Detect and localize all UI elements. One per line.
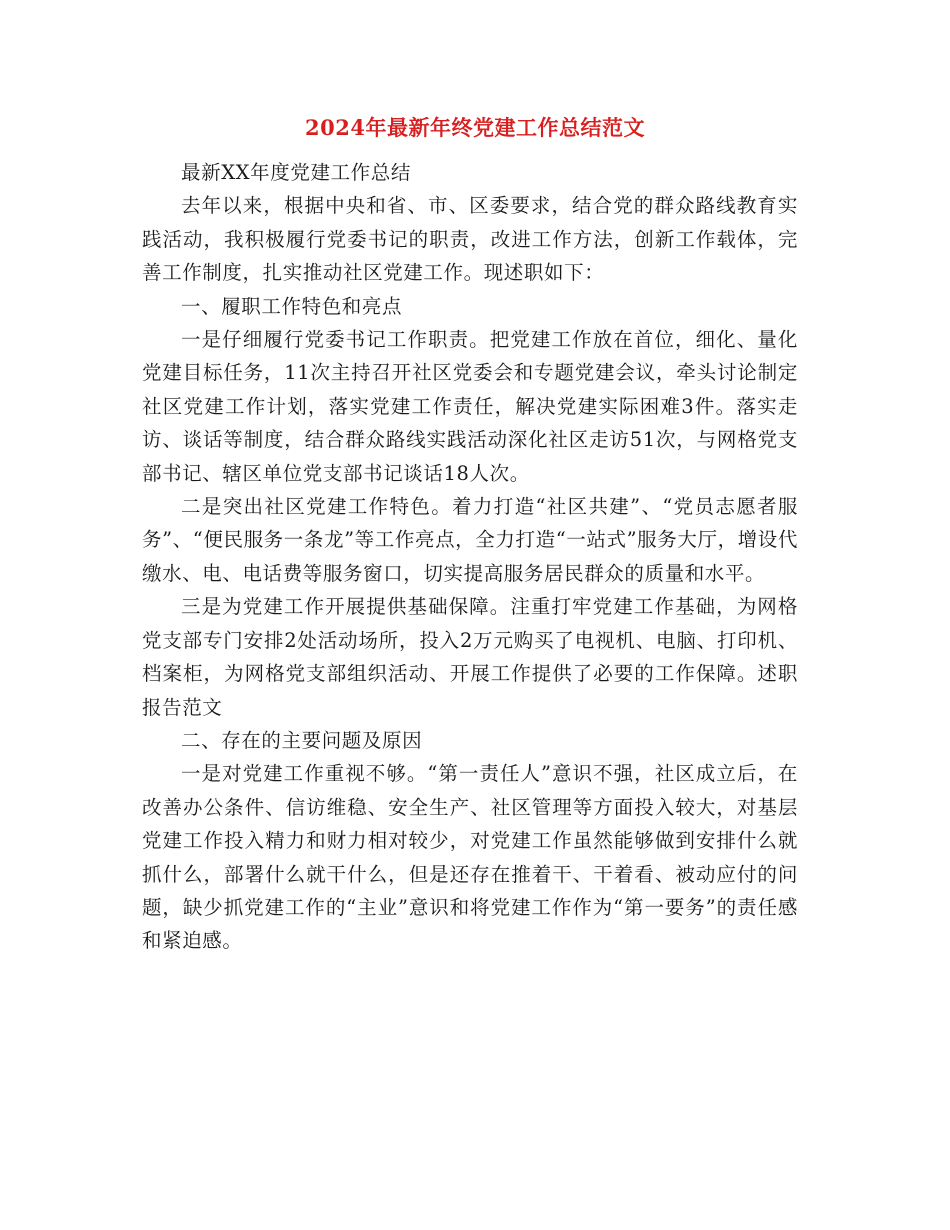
section-heading-2: 二、存在的主要问题及原因 bbox=[181, 728, 423, 752]
section-heading-1: 一、履职工作特色和亮点 bbox=[181, 294, 403, 318]
paragraph: 三是为党建工作开展提供基础保障。注重打牢党建工作基础，为网格党支部专门安排2处活动场所，投入2万元购买了电视机、电脑、打印机、档案柜，为网格党支部组织活动、开展工作提供了必要的工作保障。述职报告范文 bbox=[142, 595, 798, 719]
paragraph: 一是对党建工作重视不够。“第一责任人”意识不强，社区成立后，在改善办公条件、信访维稳、安全生产、社区管理等方面投入较大，对基层党建工作投入精力和财力相对较少，对党建工作虽然能够做到安排什么就抓什么，部署什么就干什么，但是还存在推着干、干着看、被动应付的问题，缺少抓党建工作的“主业”意识和将党建工作作为“第一要务”的责任感和紧迫感。 bbox=[142, 762, 798, 953]
paragraph-subtitle: 最新XX年度党建工作总结 bbox=[181, 161, 411, 184]
paragraph-intro: 去年以来，根据中央和省、市、区委要求，结合党的群众路线教育实践活动，我积极履行党委书记的职责，改进工作方法，创新工作载体，完善工作制度，扎实推动社区党建工作。现述职如下： bbox=[142, 194, 798, 285]
document-title: 2024年最新年终党建工作总结范文 bbox=[305, 115, 645, 140]
document-body bbox=[142, 156, 798, 958]
paragraph: 二是突出社区党建工作特色。着力打造“社区共建”、“党员志愿者服务”、“便民服务一条龙”等工作亮点，全力打造“一站式”服务大厅，增设代缴水、电、电话费等服务窗口，切实提高服务居民群众的质量和水平。 bbox=[142, 495, 798, 585]
paragraph: 一是仔细履行党委书记工作职责。把党建工作放在首位，细化、量化党建目标任务，11次主持召开社区党委会和专题党建会议，牵头讨论制定社区党建工作计划，落实党建工作责任，解决党建实际困难3件。落实走访、谈话等制度，结合群众路线实践活动深化社区走访51次，与网格党支部书记、辖区单位党支部书记谈话18人次。 bbox=[142, 328, 798, 485]
